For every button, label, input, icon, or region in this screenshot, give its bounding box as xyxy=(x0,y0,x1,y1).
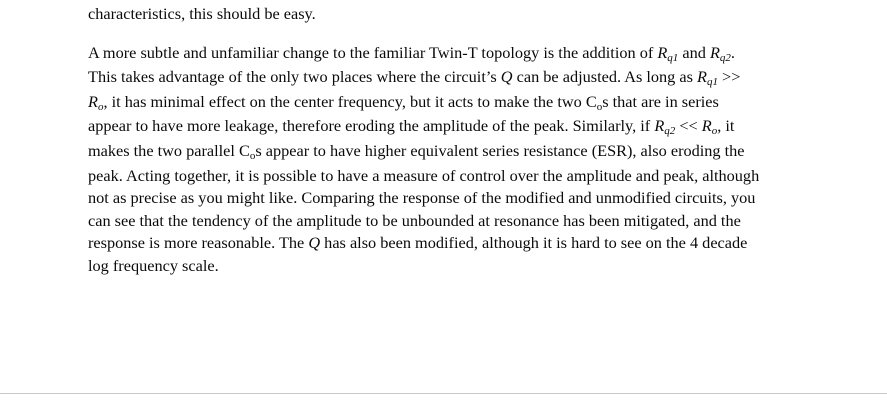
variable-rq1-b: $R_{q1}$ xyxy=(697,67,718,89)
variable-rq2-b: $R_{q2}$ xyxy=(654,116,676,138)
variable-rq1: $R_{q1}$ xyxy=(657,42,679,64)
paragraph-1: characteristics, this should be easy. xyxy=(88,4,316,23)
variable-rq2: $R_{q2}$ xyxy=(709,42,731,64)
variable-ro-b: $R_o$ xyxy=(701,116,718,138)
subscript-o: o xyxy=(596,100,603,113)
variable-q: Q xyxy=(500,67,513,87)
variable-q-2: Q xyxy=(308,233,321,253)
variable-ro: $R_o$ xyxy=(88,91,104,113)
text-column xyxy=(88,0,760,278)
subscript-o-2: o xyxy=(249,149,256,162)
page-bottom-margin xyxy=(0,394,887,409)
paragraph-2: A more subtle and unfamiliar change to the familiar Twin-T topology is the addition of $R_{q1}$ and $R_{q2}$. This takes advantage of the only two places where the circuit’s Q can be adjusted. As long as $R_{q1} >> R_o$, it has minimal effect on the center frequency, but it acts to make the two $C_os$ that are in series appear to have more leakage, therefore eroding the amplitude of the peak. Similarly, if $R_{q2} << R_o$, it makes the two parallel $C_os$ appear to have higher equivalent series resistance (ESR), also eroding the peak. Acting together, it is possible to have a measure of control over the amplitude and peak, although not as precise as you might like. Comparing the response of the modified and unmodified circuits, you can see that the tendency of the amplitude to be unbounded at resonance has been mitigated, and the response is more reasonable. The Q has also been modified, although it is hard to see on the 4 decade log frequency scale. xyxy=(88,42,760,275)
